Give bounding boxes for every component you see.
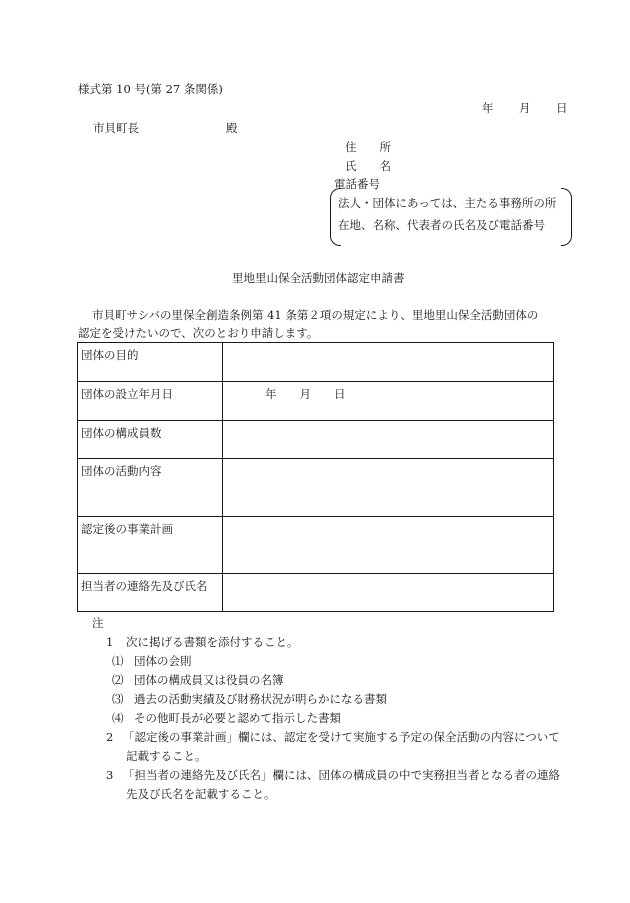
sub-item-1: 団体の会則 bbox=[134, 654, 192, 668]
note-3-line-1: 「担当者の連絡先及び氏名」欄には、団体の構成員の中で実務担当者となる者の連絡 bbox=[123, 768, 560, 782]
addressee: 市貝町長 bbox=[93, 121, 139, 135]
date-day-label: 日 bbox=[556, 101, 568, 115]
row-label-contact: 担当者の連絡先及び氏名 bbox=[78, 574, 223, 612]
notes-heading: 注 bbox=[92, 616, 104, 630]
sub-item-1-number: ⑴ bbox=[112, 654, 124, 668]
sub-item-4: その他町長が必要と認めて指示した書類 bbox=[134, 711, 341, 725]
row-value-established[interactable]: 年 月 日 bbox=[223, 382, 554, 421]
row-label-activities: 団体の活動内容 bbox=[78, 459, 223, 517]
sub-item-2: 団体の構成員又は役員の名簿 bbox=[134, 673, 284, 687]
date-year-label: 年 bbox=[482, 101, 494, 115]
document-title: 里地里山保全活動団体認定申請書 bbox=[232, 271, 405, 285]
note-2-line-1: 「認定後の事業計画」欄には、認定を受けて実施する予定の保全活動の内容について bbox=[123, 730, 560, 744]
row-value-activities[interactable] bbox=[223, 459, 554, 517]
row-value-plan[interactable] bbox=[223, 517, 554, 574]
table-row bbox=[78, 574, 554, 612]
row-label-purpose: 団体の目的 bbox=[78, 343, 223, 382]
honorific: 殿 bbox=[226, 121, 238, 135]
note-3-line-2: 先及び氏名を記載すること。 bbox=[126, 787, 276, 801]
row-value-members[interactable] bbox=[223, 421, 554, 459]
note-1: 次に掲げる書類を添付すること。 bbox=[126, 635, 299, 649]
sub-item-2-number: ⑵ bbox=[112, 673, 124, 687]
sub-item-4-number: ⑷ bbox=[112, 711, 124, 725]
intro-line-1: 市貝町サシバの里保全創造条例第 41 条第２項の規定により、里地里山保全活動団体の bbox=[92, 308, 539, 322]
table-row bbox=[78, 517, 554, 574]
intro-line-2: 認定を受けたいので、次のとおり申請します。 bbox=[78, 326, 319, 340]
row-label-members: 団体の構成員数 bbox=[78, 421, 223, 459]
note-1-number: 1 bbox=[106, 635, 114, 649]
sub-item-3-number: ⑶ bbox=[112, 692, 124, 706]
application-table bbox=[77, 342, 554, 612]
note-2-number: 2 bbox=[106, 730, 114, 744]
row-label-plan: 認定後の事業計画 bbox=[78, 517, 223, 574]
table-row bbox=[78, 382, 554, 421]
table-row bbox=[78, 343, 554, 382]
form-number: 様式第 10 号(第 27 条関係) bbox=[78, 82, 223, 96]
phone-label: 電話番号 bbox=[334, 177, 380, 191]
date-month-label: 月 bbox=[519, 101, 531, 115]
applicant-note-bracket bbox=[330, 188, 572, 244]
applicant-note: 法人・団体にあっては、主たる事務所の所在地、名称、代表者の氏名及び電話番号 bbox=[338, 196, 557, 232]
sub-item-3: 過去の活動実績及び財務状況が明らかになる書類 bbox=[134, 692, 387, 706]
note-3-number: 3 bbox=[106, 768, 114, 782]
note-2-line-2: 記載すること。 bbox=[126, 749, 207, 763]
table-row bbox=[78, 459, 554, 517]
row-label-established: 団体の設立年月日 bbox=[78, 382, 223, 421]
row-value-contact[interactable] bbox=[223, 574, 554, 612]
address-label: 住 所 bbox=[345, 140, 391, 154]
table-row bbox=[78, 421, 554, 459]
name-label: 氏 名 bbox=[345, 159, 391, 173]
row-value-purpose[interactable] bbox=[223, 343, 554, 382]
